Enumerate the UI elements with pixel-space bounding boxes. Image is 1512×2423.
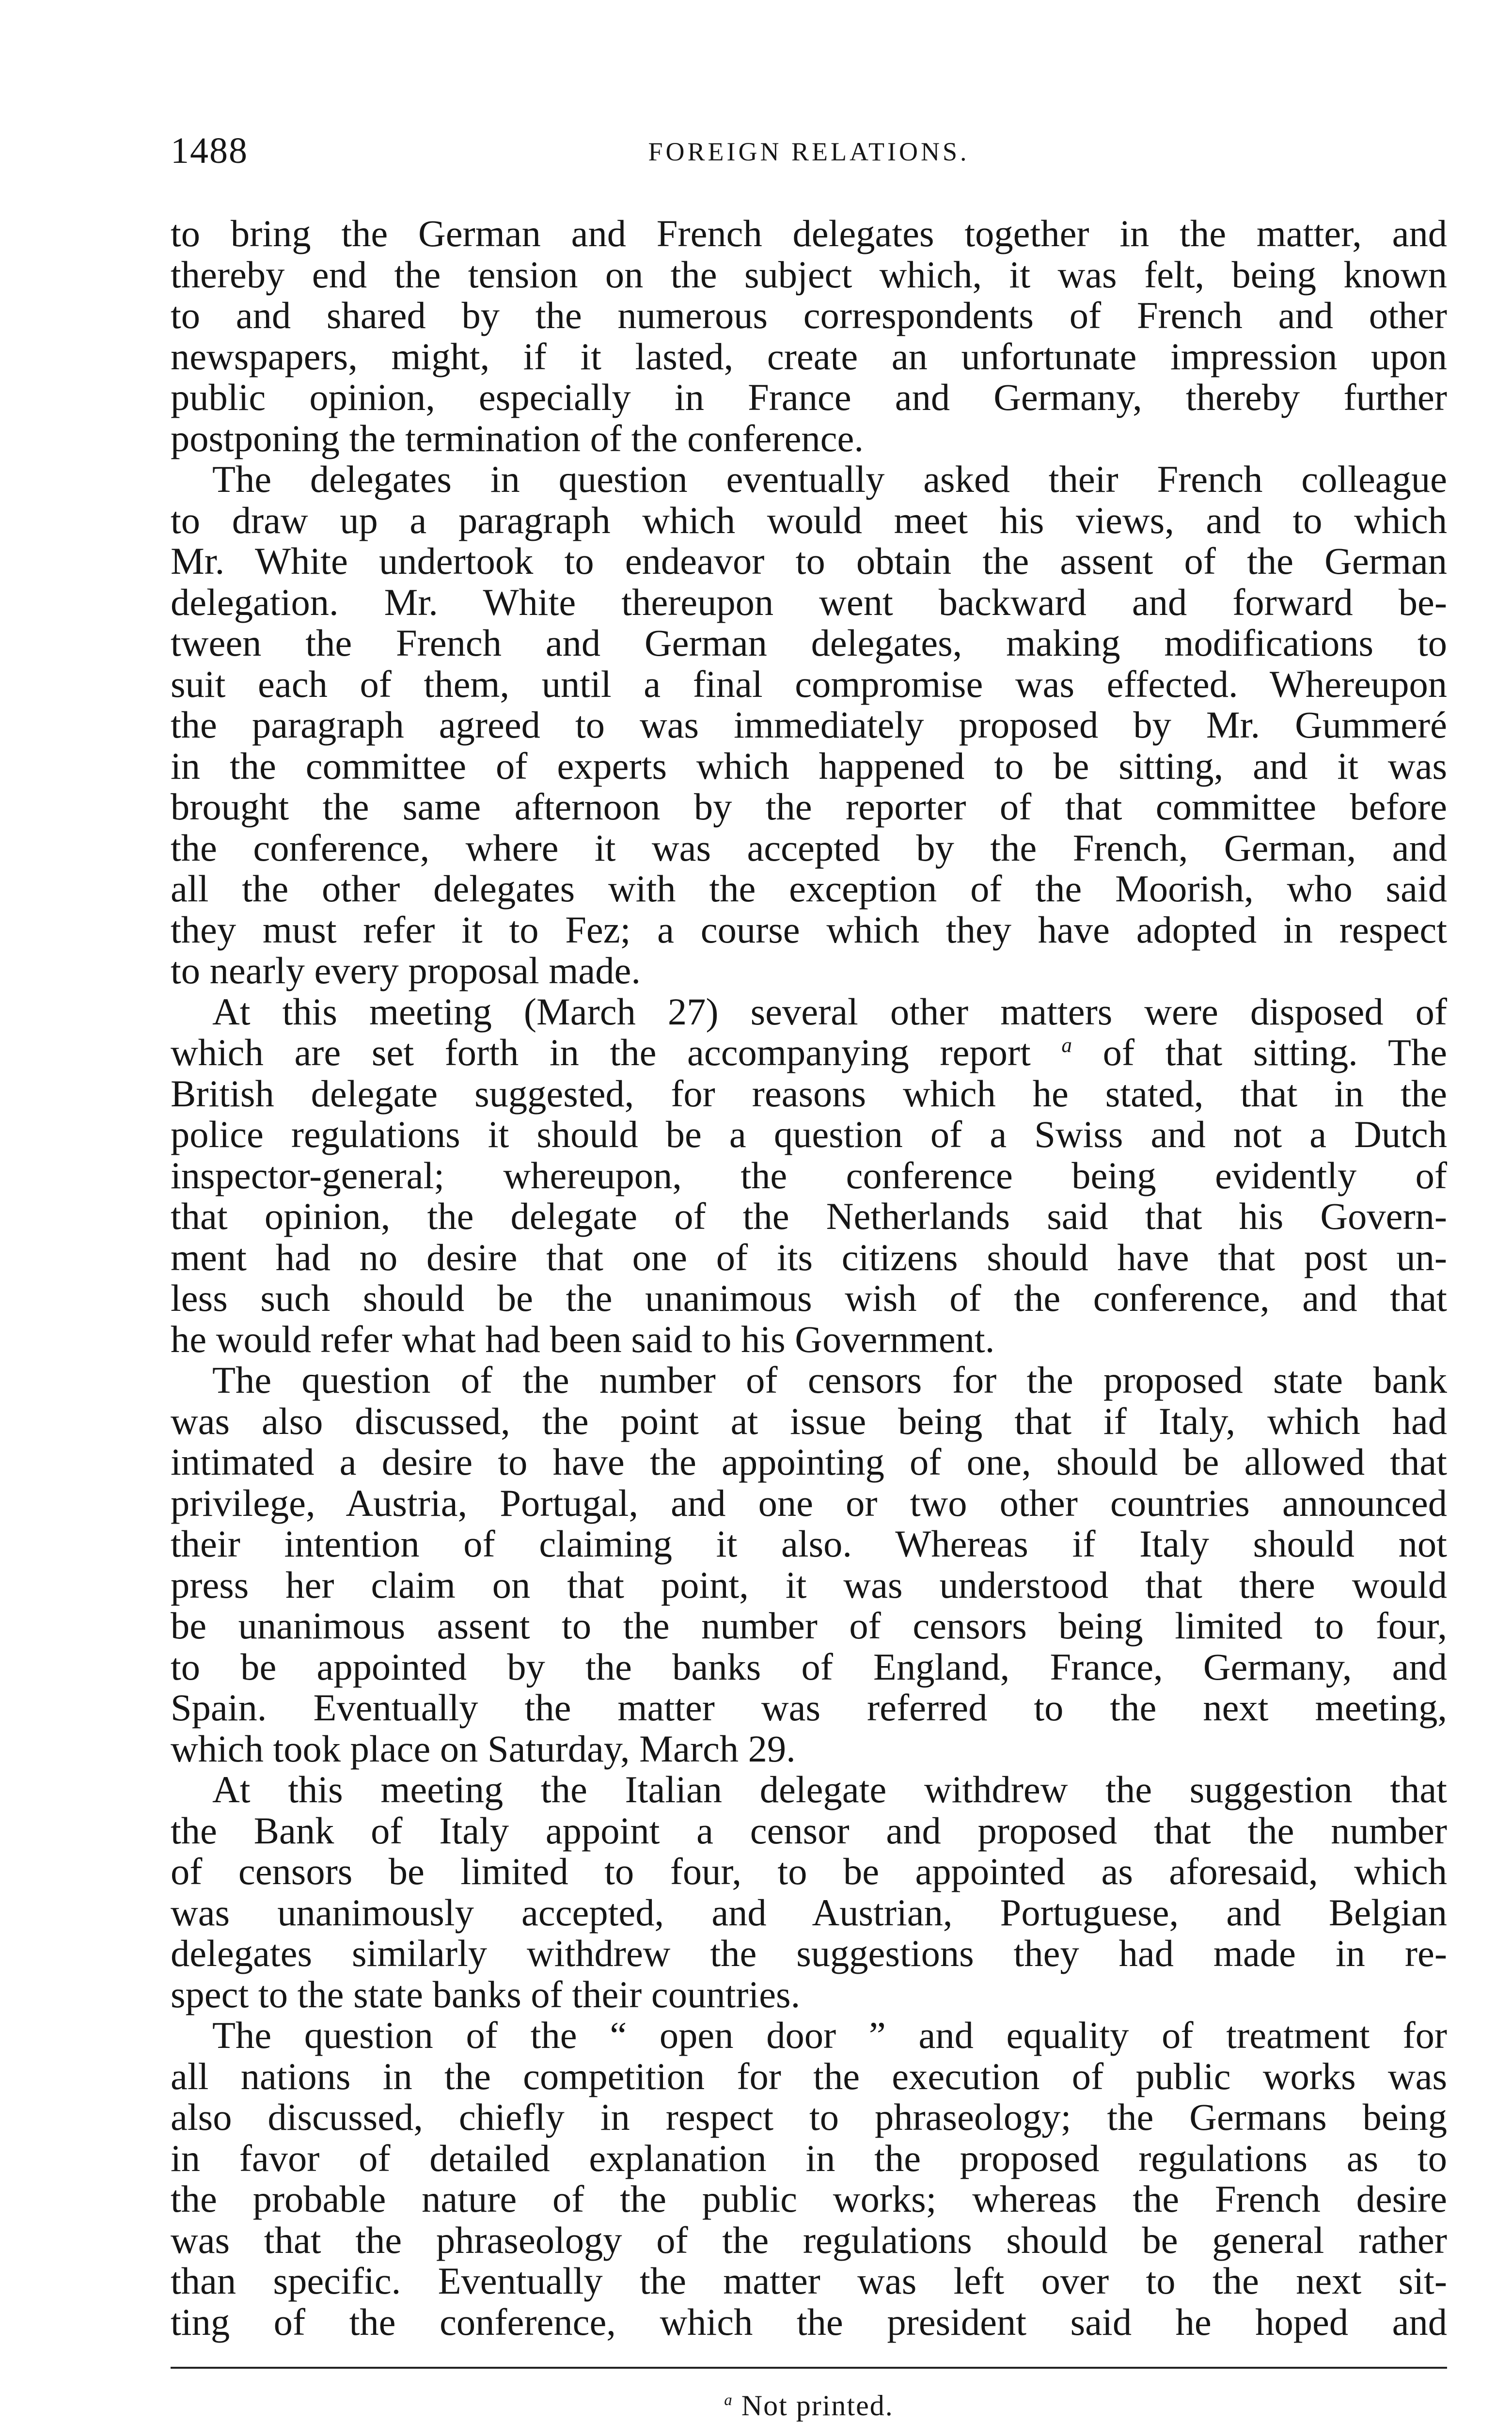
text-line: in the committee of experts which happened to be sitting, and it was	[171, 744, 1447, 787]
text-line: ting of the conference, which the president said he hoped and	[171, 2300, 1447, 2343]
text-line: At this meeting the Italian delegate withdrew the suggestion that	[212, 1768, 1447, 1810]
text-line: to and shared by the numerous correspondents of French and other	[171, 294, 1447, 336]
page-header	[171, 130, 1447, 183]
text-line: inspector-general; whereupon, the conference being evidently of	[171, 1154, 1447, 1196]
text-line: public opinion, especially in France and Germany, thereby further	[171, 376, 1447, 418]
text-line: Mr. White undertook to endeavor to obtain the assent of the German	[171, 540, 1447, 582]
text-segment: which are set forth in the accompanying report	[171, 1031, 1031, 1073]
text-line: was unanimously accepted, and Austrian, Portuguese, and Belgian	[171, 1891, 1447, 1934]
text-line: to draw up a paragraph which would meet his views, and to which	[171, 499, 1447, 541]
text-segment: of that sitting. The	[1102, 1031, 1448, 1073]
text-line: be unanimous assent to the number of censors being limited to four,	[171, 1605, 1447, 1647]
text-line: At this meeting (March 27) several other matters were disposed of	[212, 990, 1447, 1033]
paragraph	[171, 2015, 1447, 2343]
text-line: the probable nature of the public works; whereas the French desire	[171, 2178, 1447, 2220]
paragraph	[171, 1360, 1447, 1769]
text-line: The delegates in question eventually asked their French colleague	[212, 458, 1447, 500]
footnote-marker: a	[724, 2392, 733, 2409]
text-line: privilege, Austria, Portugal, and one or two other countries announced	[171, 1481, 1447, 1524]
text-line: less such should be the unanimous wish of the conference, and that	[171, 1277, 1447, 1319]
text-line: was that the phraseology of the regulations should be general rather	[171, 2218, 1447, 2261]
text-line: tween the French and German delegates, making modifications to	[171, 622, 1447, 664]
text-line	[171, 1032, 1447, 1073]
paragraph	[171, 991, 1447, 1360]
paragraph	[171, 1769, 1447, 2015]
body-text	[171, 213, 1447, 2343]
page-number: 1488	[171, 130, 248, 171]
text-line: newspapers, might, if it lasted, create an unfortunate impression upon	[171, 335, 1447, 378]
text-line: intimated a desire to have the appointing of one, should be allowed that	[171, 1441, 1447, 1483]
text-line: press her claim on that point, it was understood that there would	[171, 1563, 1447, 1606]
text-line: the conference, where it was accepted by the French, German, and	[171, 826, 1447, 869]
text-line: suit each of them, until a final compromise was effected. Whereupon	[171, 662, 1447, 705]
text-line: British delegate suggested, for reasons which he stated, that in the	[171, 1072, 1447, 1115]
text-line: in favor of detailed explanation in the proposed regulations as to	[171, 2137, 1447, 2179]
text-line: to nearly every proposal made.	[171, 949, 641, 991]
text-line: the paragraph agreed to was immediately proposed by Mr. Gummeré	[171, 704, 1447, 746]
text-line: their intention of claiming it also. Whereas if Italy should not	[171, 1523, 1447, 1565]
text-line: all the other delegates with the exception of the Moorish, who said	[171, 867, 1447, 910]
text-line: spect to the state banks of their countries.	[171, 1973, 801, 2015]
text-line: delegates similarly withdrew the suggestions they had made in re-	[171, 1932, 1447, 1974]
text-line: all nations in the competition for the execution of public works was	[171, 2055, 1447, 2097]
text-line: of censors be limited to four, to be appointed as aforesaid, which	[171, 1850, 1447, 1892]
text-line: was also discussed, the point at issue being that if Italy, which had	[171, 1400, 1447, 1442]
footnote-divider	[171, 2367, 1447, 2369]
text-line: they must refer it to Fez; a course which they have adopted in respect	[171, 908, 1447, 951]
paragraph	[171, 213, 1447, 459]
running-head: FOREIGN RELATIONS.	[648, 137, 970, 166]
text-line: The question of the number of censors for the proposed state bank	[212, 1359, 1447, 1401]
text-line: he would refer what had been said to his Government.	[171, 1318, 995, 1360]
text-line: brought the same afternoon by the reporter of that committee before	[171, 786, 1447, 828]
text-line: delegation. Mr. White thereupon went backward and forward be-	[171, 581, 1447, 623]
text-line: thereby end the tension on the subject which, it was felt, being known	[171, 253, 1447, 296]
text-line: than specific. Eventually the matter was left over to the next sit-	[171, 2260, 1447, 2302]
text-line: postponing the termination of the conference.	[171, 417, 864, 459]
text-line: the Bank of Italy appoint a censor and proposed that the number	[171, 1809, 1447, 1852]
text-line: Spain. Eventually the matter was referred to the next meeting,	[171, 1686, 1447, 1729]
footnote	[171, 2389, 1447, 2423]
text-line: also discussed, chiefly in respect to phraseology; the Germans being	[171, 2096, 1447, 2138]
text-line: which took place on Saturday, March 29.	[171, 1727, 796, 1770]
footnote-marker: a	[1061, 1034, 1072, 1057]
text-line: to bring the German and French delegates together in the matter, and	[171, 212, 1447, 254]
footnote-text: Not printed.	[741, 2390, 894, 2422]
text-line: that opinion, the delegate of the Netherlands said that his Govern-	[171, 1195, 1447, 1237]
text-line: The question of the “ open door ” and equality of treatment for	[212, 2014, 1447, 2056]
text-line: police regulations it should be a question of a Swiss and not a Dutch	[171, 1113, 1447, 1155]
text-line: to be appointed by the banks of England, France, Germany, and	[171, 1645, 1447, 1688]
text-line: ment had no desire that one of its citizens should have that post un-	[171, 1236, 1447, 1278]
paragraph	[171, 459, 1447, 991]
